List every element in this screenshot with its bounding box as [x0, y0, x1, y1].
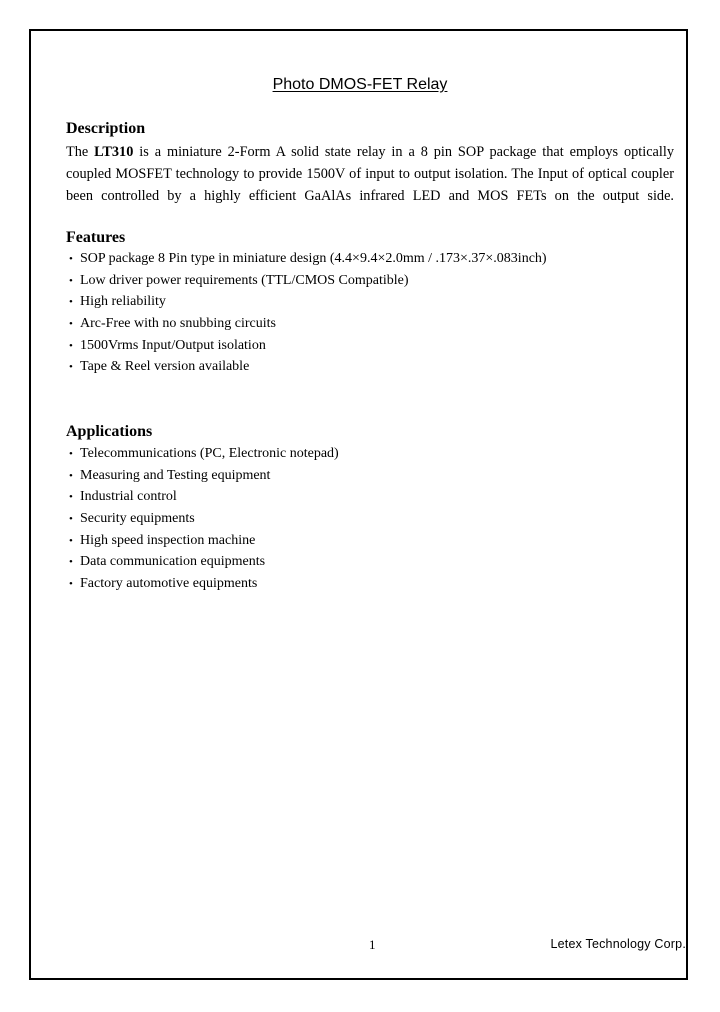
list-item: • Telecommunications (PC, Electronic notepad) — [66, 443, 339, 465]
list-item: • Measuring and Testing equipment — [66, 465, 339, 487]
page-number: 1 — [369, 937, 376, 952]
bullet-icon: • — [69, 578, 73, 591]
list-item: • Tape & Reel version available — [66, 356, 547, 378]
list-item: • SOP package 8 Pin type in miniature design (4.4×9.4×2.0mm / .173×.37×.083inch) — [66, 248, 547, 270]
bullet-icon: • — [69, 491, 73, 504]
list-item: • High speed inspection machine — [66, 530, 339, 552]
bullet-icon: • — [69, 318, 73, 331]
bullet-icon: • — [69, 556, 73, 569]
list-item: • Low driver power requirements (TTL/CMOS Compatible) — [66, 270, 547, 292]
bullet-icon: • — [69, 469, 73, 482]
bullet-icon: • — [69, 361, 73, 374]
part-number: LT310 — [94, 144, 134, 160]
bullet-icon: • — [69, 534, 73, 547]
description-paragraph — [66, 141, 674, 207]
description-heading: Description — [66, 120, 146, 137]
list-item: • Industrial control — [66, 486, 339, 508]
bullet-icon: • — [69, 253, 73, 265]
bullet-icon: • — [69, 448, 73, 460]
applications-list — [66, 443, 339, 595]
features-list — [66, 248, 547, 378]
description-text-pre: The — [66, 144, 95, 160]
list-item: • Arc-Free with no snubbing circuits — [66, 313, 547, 335]
bullet-icon: • — [69, 296, 73, 309]
bullet-icon: • — [69, 274, 73, 287]
document-title: Photo DMOS-FET Relay — [272, 76, 448, 93]
list-item: • High reliability — [66, 291, 547, 313]
features-heading: Features — [66, 229, 126, 246]
list-item: • 1500Vrms Input/Output isolation — [66, 335, 547, 357]
bullet-icon: • — [69, 513, 73, 526]
applications-heading: Applications — [66, 423, 153, 440]
list-item: • Data communication equipments — [66, 551, 339, 573]
bullet-icon: • — [69, 339, 73, 352]
company-name: Letex Technology Corp. — [550, 937, 686, 951]
description-text-post: is a miniature 2-Form A solid state relay in a 8 pin SOP package that employs optically coupled MOSFET technology to provide 1500V of input to output isolation. The Input of optical coupler been controlled by a highly efficient GaAlAs infrared LED and MOS FETs on the output side. — [66, 144, 674, 204]
list-item: • Factory automotive equipments — [66, 573, 339, 595]
list-item: • Security equipments — [66, 508, 339, 530]
